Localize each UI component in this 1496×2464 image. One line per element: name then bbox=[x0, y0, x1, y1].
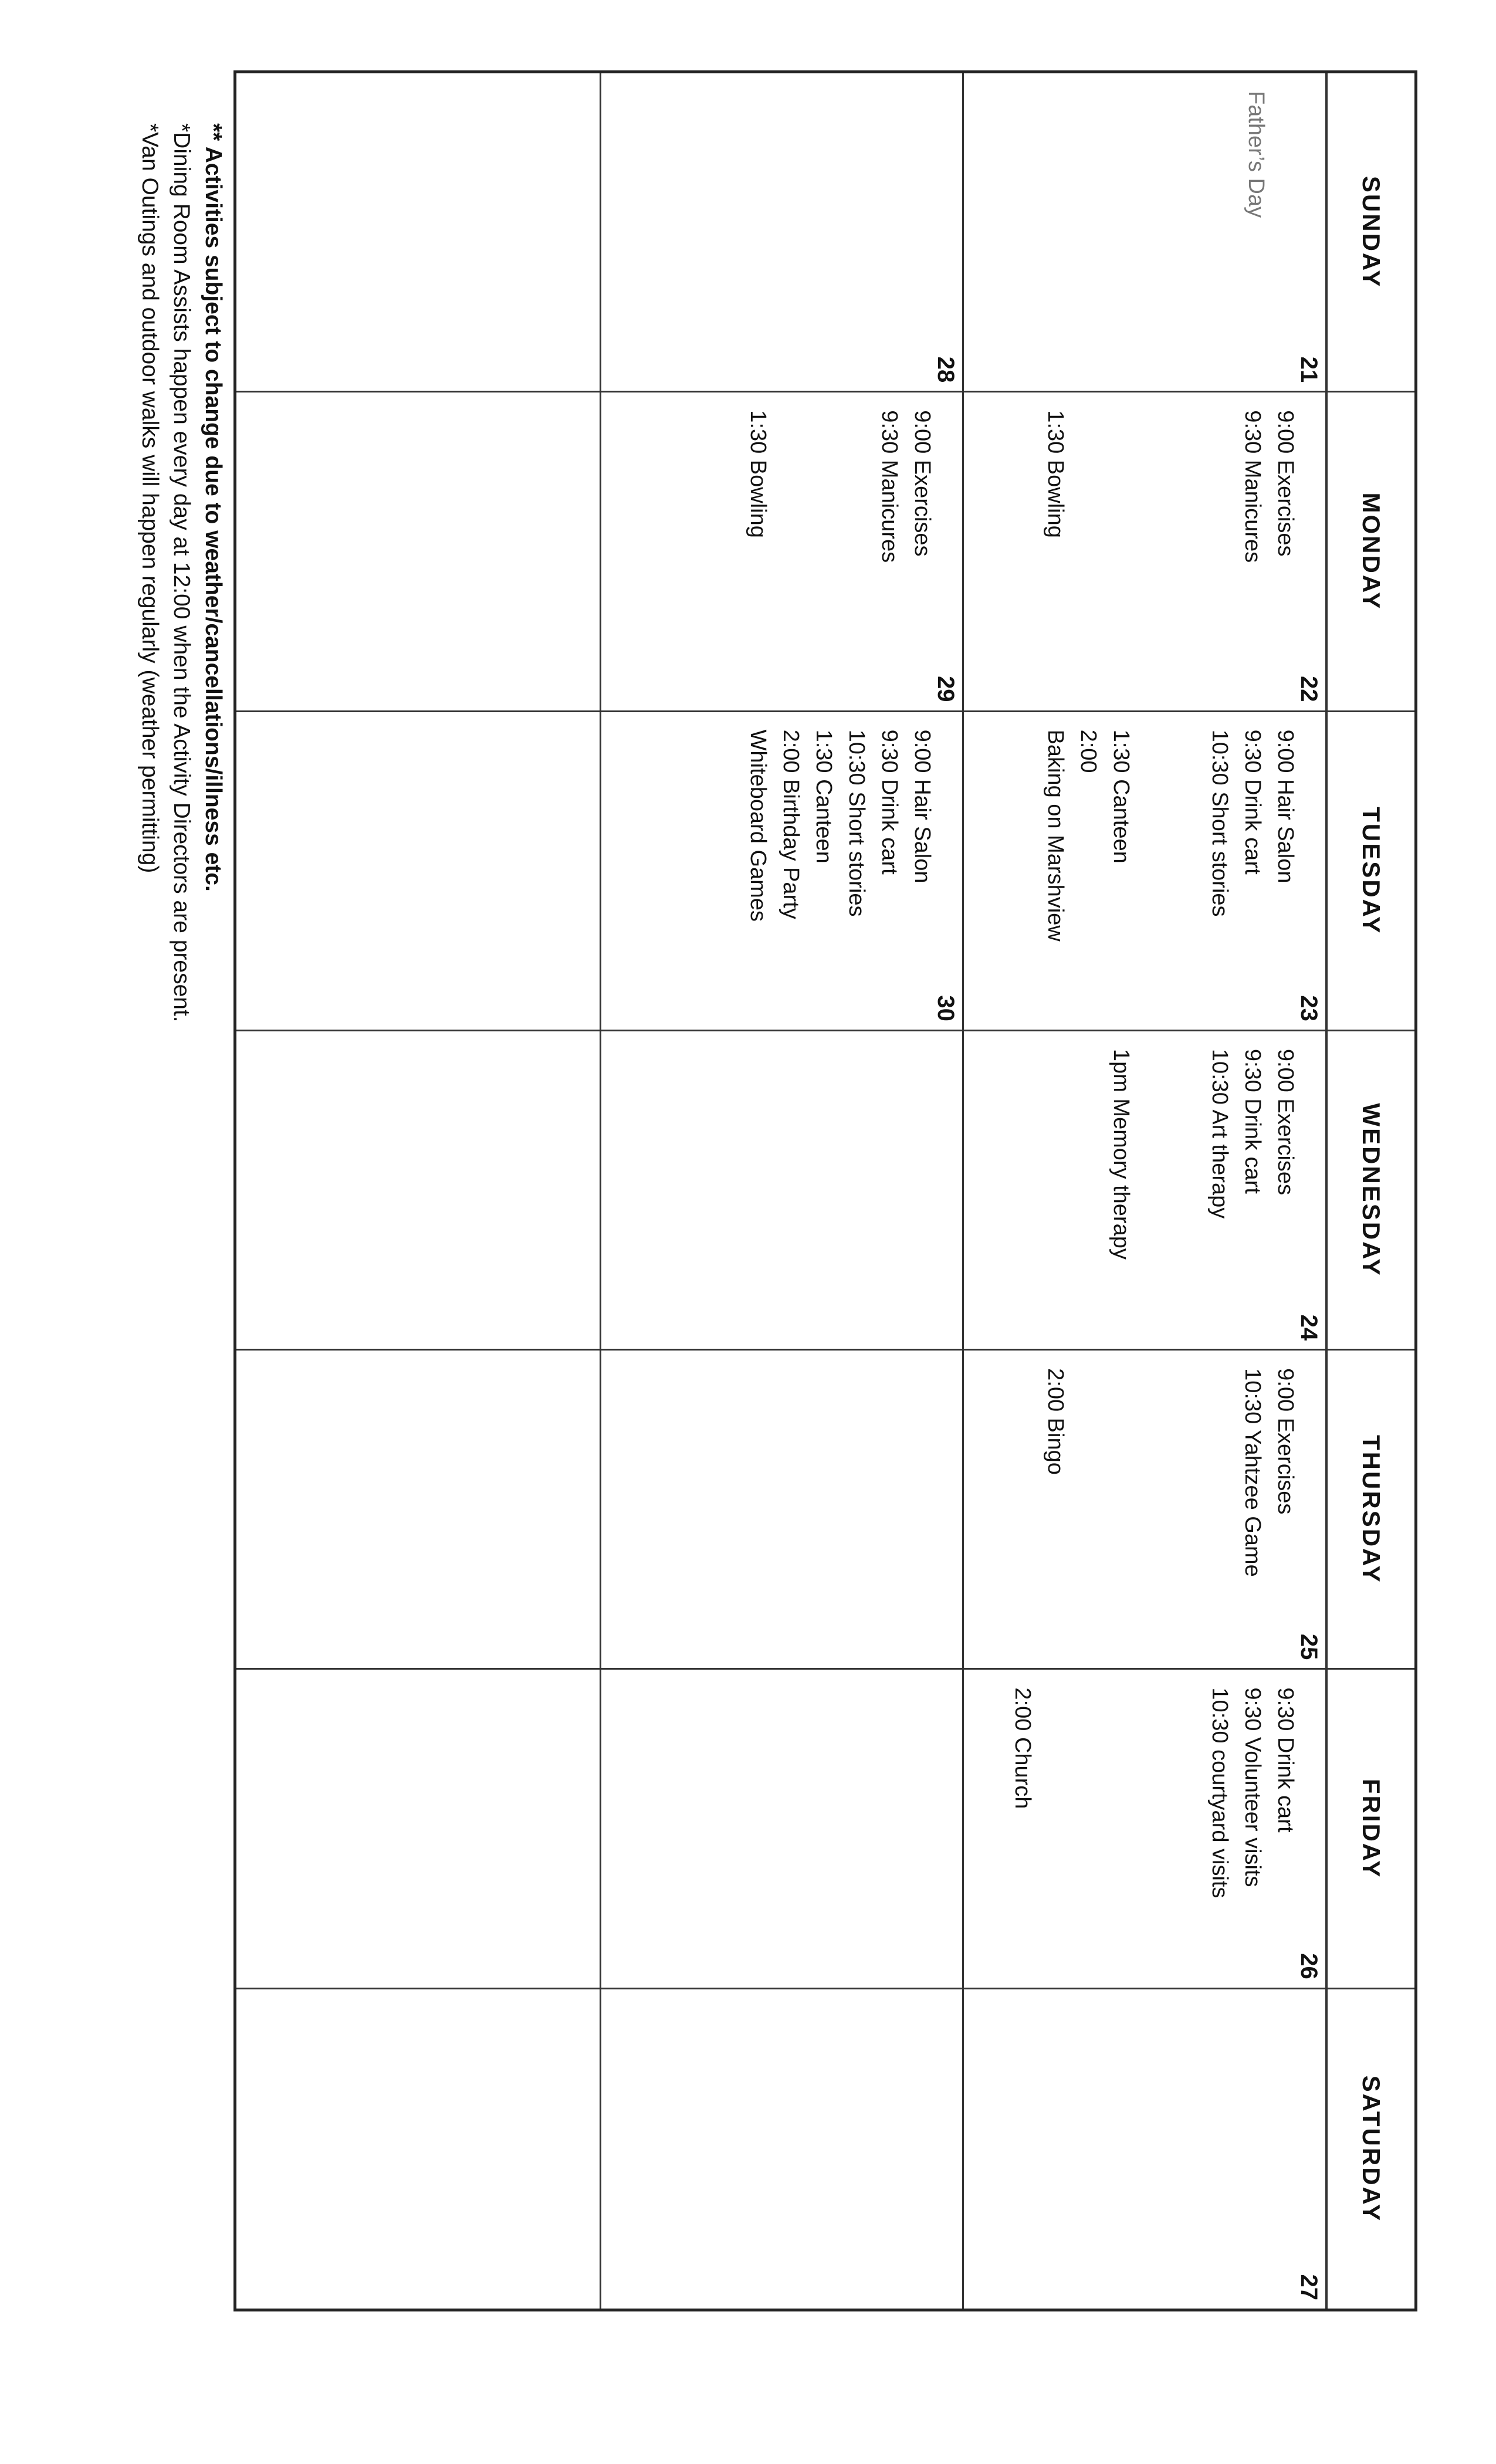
activity-item: 9:30 Manicures bbox=[1240, 410, 1265, 563]
activity-item: 10:30 Short stories bbox=[844, 729, 869, 917]
activity-item: 9:00 Exercises bbox=[1273, 1048, 1298, 1196]
day-cell bbox=[962, 712, 1325, 1031]
activity-item: 10:30 Art therapy bbox=[1207, 1048, 1232, 1219]
activity-item: 9:00 Exercises bbox=[1273, 410, 1298, 557]
day-cell bbox=[236, 392, 600, 712]
day-cell bbox=[962, 1670, 1325, 1989]
activity-list bbox=[1039, 1368, 1302, 1650]
date-number: 24 bbox=[1296, 1314, 1322, 1341]
activity-item bbox=[1105, 410, 1138, 692]
activity-item: 9:00 Hair Salon bbox=[910, 729, 935, 884]
day-cell bbox=[600, 1989, 963, 2309]
weekday-header: FRIDAY bbox=[1325, 1670, 1414, 1989]
day-note: Father’s Day bbox=[1244, 91, 1268, 218]
date-number: 23 bbox=[1296, 995, 1322, 1021]
activity-item bbox=[1072, 1687, 1105, 1969]
weekday-header: WEDNESDAY bbox=[1325, 1031, 1414, 1351]
calendar-grid bbox=[233, 70, 1417, 2311]
activity-item bbox=[1138, 1049, 1170, 1331]
activity-item bbox=[807, 410, 840, 692]
activity-item bbox=[1203, 1368, 1236, 1650]
date-number: 28 bbox=[933, 356, 959, 383]
day-cell bbox=[236, 1989, 600, 2309]
activity-item: 9:00 Exercises bbox=[910, 410, 935, 557]
date-number: 27 bbox=[1296, 2274, 1322, 2300]
activity-item: 10:30 courtyard visits bbox=[1207, 1687, 1232, 1898]
activity-item: 9:00 Exercises bbox=[1273, 1368, 1298, 1515]
day-cell bbox=[236, 1351, 600, 1670]
activity-item: 9:30 Volunteer visits bbox=[1240, 1687, 1265, 1887]
date-number: 25 bbox=[1296, 1633, 1322, 1660]
activity-item bbox=[1105, 1368, 1138, 1650]
activity-item bbox=[1170, 410, 1203, 692]
day-cell bbox=[600, 1031, 963, 1351]
activity-item: 2:00 Church bbox=[1010, 1687, 1035, 1809]
activity-item: 2:00 Birthday Party bbox=[779, 729, 804, 919]
activity-item bbox=[1170, 1368, 1203, 1650]
day-cell bbox=[962, 73, 1325, 392]
activity-item: 9:30 Drink cart bbox=[1240, 1048, 1265, 1194]
activity-item bbox=[1105, 1687, 1138, 1969]
activity-item: 9:30 Drink cart bbox=[1273, 1687, 1298, 1833]
weekday-header: SATURDAY bbox=[1325, 1989, 1414, 2309]
activity-item bbox=[1039, 1687, 1072, 1969]
day-cell bbox=[236, 73, 600, 392]
activity-item: 1:30 Canteen bbox=[1109, 729, 1133, 864]
day-cell bbox=[600, 1351, 963, 1670]
day-cell bbox=[962, 1031, 1325, 1351]
activity-item: Whiteboard Games bbox=[746, 729, 771, 922]
activity-item: 1:30 Bowling bbox=[746, 410, 771, 538]
activity-item bbox=[1072, 1368, 1105, 1650]
weekday-header: TUESDAY bbox=[1325, 712, 1414, 1031]
footer-line-dining: *Dining Room Assists happen every day at 12:00 when the Activity Directors are present. bbox=[169, 123, 194, 1023]
activity-list bbox=[742, 730, 939, 1012]
activity-item: 9:30 Drink cart bbox=[877, 729, 902, 875]
activity-item: 1pm Memory therapy bbox=[1109, 1048, 1133, 1260]
day-cell bbox=[962, 392, 1325, 712]
activity-item: 1:30 Canteen bbox=[811, 729, 837, 864]
day-cell bbox=[600, 712, 963, 1031]
activity-item: 1:30 Bowling bbox=[1043, 410, 1068, 538]
activity-item bbox=[774, 410, 807, 692]
day-cell bbox=[236, 712, 600, 1031]
date-number: 26 bbox=[1296, 1953, 1322, 1979]
activity-item bbox=[1138, 1368, 1170, 1650]
day-cell bbox=[236, 1670, 600, 1989]
activity-item bbox=[1072, 410, 1105, 692]
day-cell bbox=[600, 73, 963, 392]
activity-list bbox=[1039, 410, 1302, 692]
date-number: 21 bbox=[1296, 356, 1322, 383]
weekday-header: THURSDAY bbox=[1325, 1351, 1414, 1670]
activity-item bbox=[1170, 1049, 1203, 1331]
activity-item bbox=[1203, 410, 1236, 692]
weekday-header: SUNDAY bbox=[1325, 73, 1414, 392]
activity-item: 2:00 Bingo bbox=[1043, 1368, 1068, 1475]
day-cell bbox=[236, 1031, 600, 1351]
activity-item: 9:00 Hair Salon bbox=[1273, 729, 1298, 884]
activity-item: 10:30 Short stories bbox=[1207, 729, 1232, 917]
footer-line-disclaimer: ** Activities subject to change due to weather/cancellations/illness etc. bbox=[201, 123, 226, 892]
activity-item: 9:30 Drink cart bbox=[1240, 729, 1265, 875]
day-cell bbox=[600, 1670, 963, 1989]
footer-notes bbox=[134, 123, 229, 1023]
date-number: 29 bbox=[933, 676, 959, 702]
activity-list bbox=[742, 410, 939, 692]
activity-item bbox=[1170, 730, 1203, 1012]
activity-item: 2:00 bbox=[1076, 729, 1101, 773]
activity-list bbox=[1006, 1687, 1302, 1969]
footer-line-outings: *Van Outings and outdoor walks will happen regularly (weather permitting) bbox=[137, 123, 163, 874]
day-cell bbox=[962, 1351, 1325, 1670]
activity-item bbox=[1138, 410, 1170, 692]
activity-list bbox=[1105, 1049, 1302, 1331]
weekday-header: MONDAY bbox=[1325, 392, 1414, 712]
activity-item: 9:30 Manicures bbox=[877, 410, 902, 563]
day-cell bbox=[600, 392, 963, 712]
date-number: 22 bbox=[1296, 676, 1322, 702]
activity-item bbox=[840, 410, 873, 692]
activity-list bbox=[1039, 730, 1302, 1012]
day-cell bbox=[962, 1989, 1325, 2309]
date-number: 30 bbox=[933, 995, 959, 1021]
activity-item bbox=[1170, 1687, 1203, 1969]
activity-item: Baking on Marshview bbox=[1043, 729, 1068, 942]
activity-item: 10:30 Yahtzee Game bbox=[1240, 1368, 1265, 1577]
activity-item bbox=[1138, 730, 1170, 1012]
activity-item bbox=[1138, 1687, 1170, 1969]
